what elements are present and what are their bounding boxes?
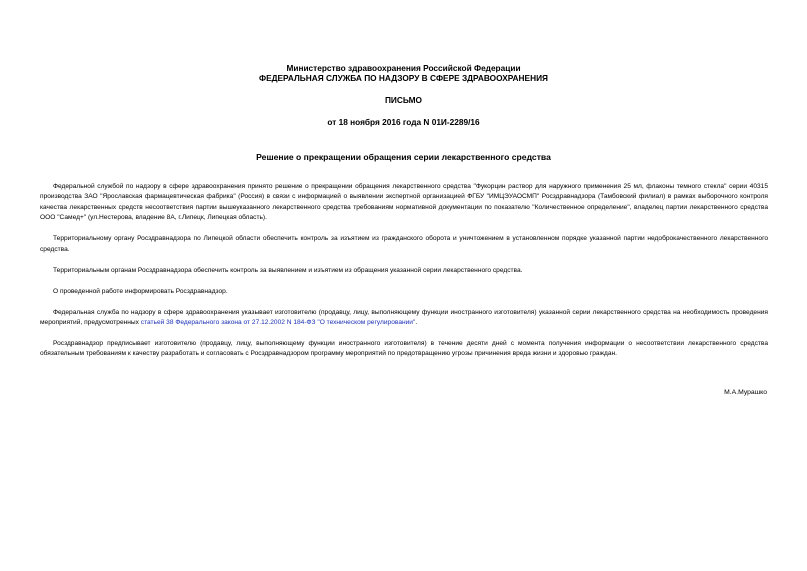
paragraph-3: Территориальным органам Росздравнадзора обеспечить контроль за выявлением и изъятием из обращения указанной серии лекарственного средства. [53,266,523,274]
service-name: ФЕДЕРАЛЬНАЯ СЛУЖБА ПО НАДЗОРУ В СФЕРЕ ЗДРАВООХРАНЕНИЯ [259,73,548,83]
document-body [40,182,768,370]
document-subject: Решение о прекращении обращения серии лекарственного средства [256,152,551,162]
paragraph-2: Территориальному органу Росздравнадзора по Липецкой области обеспечить контроль за изъятием из гражданского оборота и уничтожением в установленном порядке указанной партии недоброкачественного лекарственного средства. [40,235,768,253]
signature: М.А.Мурашко [724,389,767,396]
document-type: ПИСЬМО [384,95,423,105]
paragraph-5-end: . [415,319,418,327]
paragraph-4: О проведенной работе информировать Росздравнадзор. [53,287,228,295]
document-date-number: от 18 ноября 2016 года N 01И-2289/16 [327,117,480,127]
ministry-name: Министерство здравоохранения Российской Федерации [286,63,521,73]
law-article-link[interactable]: статьей 38 Федерального закона от 27.12.2002 N 184-ФЗ "О техническом регулировании" [140,319,416,327]
paragraph-5 [40,308,768,329]
paragraph-5-text: Федеральная служба по надзору в сфере здравоохранения указывает изготовителю (продавцу, лицу, выполняющему функции иностранного изготовителя) указанной серии лекарственного средства на необходимость проведения мероприятий, предусмотренных [40,308,768,327]
document-header [0,63,807,127]
paragraph-1: Федеральной службой по надзору в сфере здравоохранения принято решение о прекращении обращения лекарственного средства "Фукорцин раствор для наружного применения 25 мл, флаконы темного стекла" серии 40315 производства ЗАО "Ярославская фармацевтическая фабрика" (Россия) в связи с информацией о выявлении экспертной организацией ФГБУ "ИМЦЭУАОСМП" Росздравнадзора (Тамбовский филиал) в рамках выборочного контроля качества лекарственных средств несоответствия партии вышеуказанного лекарственного средства требованиям нормативной документации по показателю "Количественное определение", владелец партии лекарственного средства ООО "Самед+" (ул.Нестерова, владение 8А, г.Липецк, Липецкая область). [40,183,768,222]
paragraph-6: Росздравнадзор предписывает изготовителю (продавцу, лицу, выполняющему функции иностранного изготовителя) в течение десяти дней с момента получения информации о несоответствии лекарственного средства обязательным требованиям к качеству разработать и согласовать с Росздравнадзором программу мероприятий по предотвращению угрозы причинения вреда жизни и здоровью граждан. [40,340,768,358]
